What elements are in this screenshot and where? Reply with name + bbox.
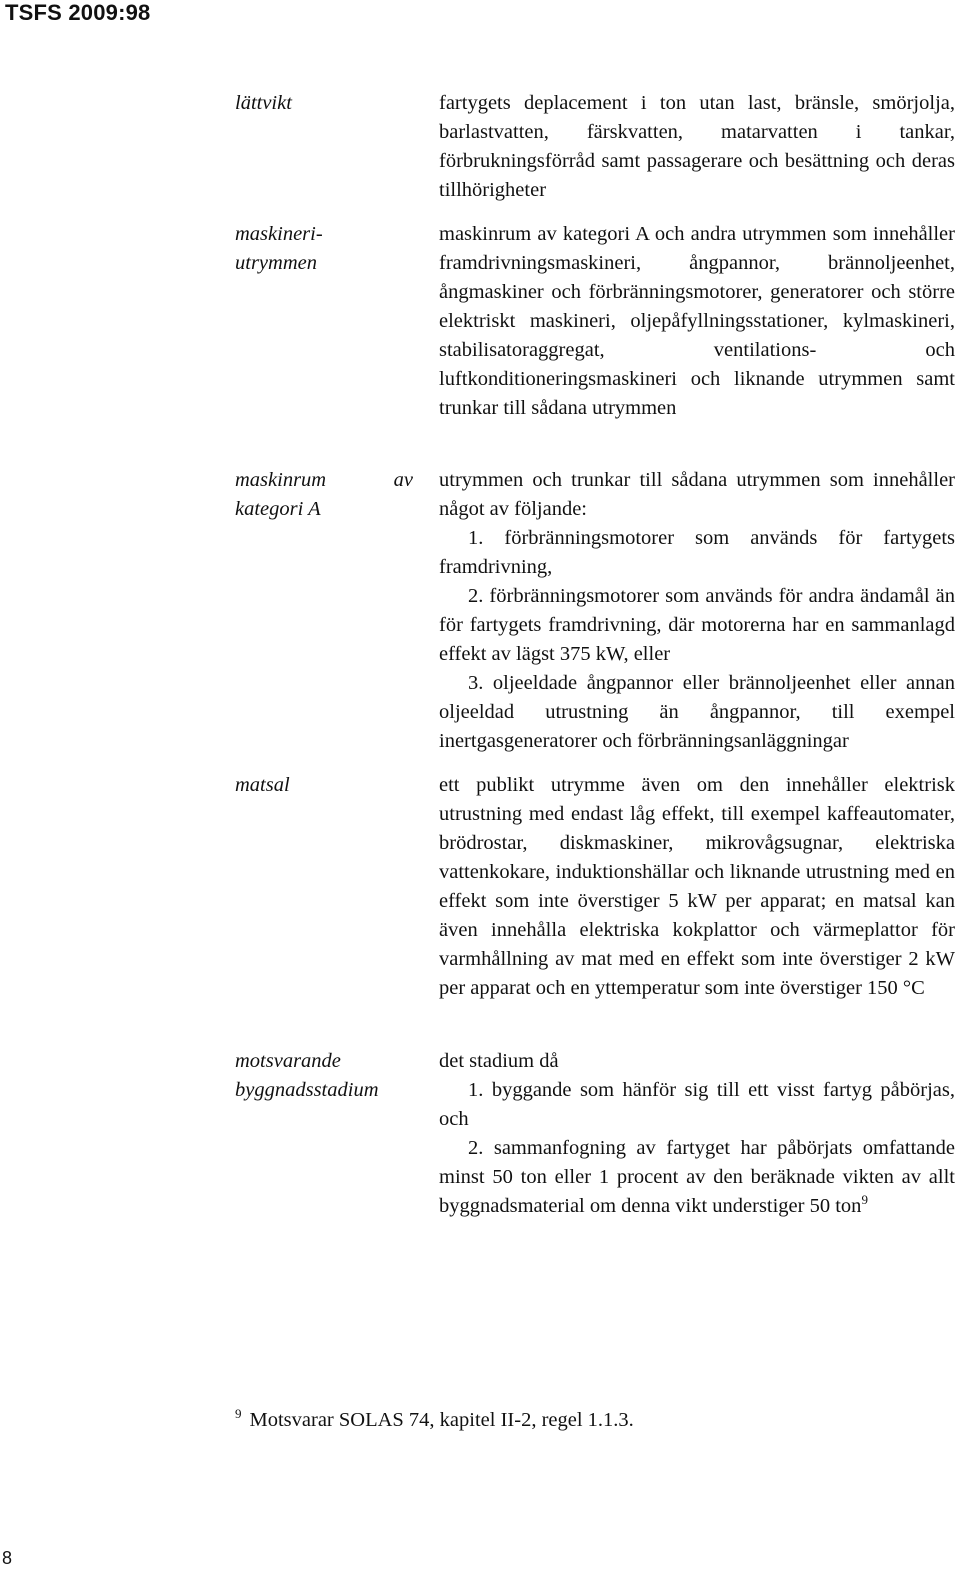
definition bbox=[439, 1047, 955, 1221]
term-line: byggnadsstadium bbox=[235, 1079, 379, 1101]
term-line: maskineri- bbox=[235, 223, 323, 245]
page-number: 8 bbox=[2, 1548, 13, 1568]
footnote bbox=[235, 1406, 955, 1435]
definition-list-item: 2. förbränningsmotorer som används för andra ändamål än för fartygets framdrivning, där motorerna har en sammanlagd effekt av lägst 375 kW, eller bbox=[439, 585, 955, 665]
definition-list-item: 1. byggande som hänför sig till ett visst fartyg påbörjas, och bbox=[439, 1079, 955, 1130]
term bbox=[235, 771, 413, 800]
footnote-number: 9 bbox=[235, 1406, 242, 1422]
term-line: utrymmen bbox=[235, 252, 317, 274]
term bbox=[235, 1047, 413, 1105]
definition-intro: det stadium då bbox=[439, 1050, 559, 1072]
term-line: lättvikt bbox=[235, 92, 292, 114]
term-word: maskinrum bbox=[235, 469, 327, 491]
footnote-text: Motsvarar SOLAS 74, kapitel II-2, regel 1.1.3. bbox=[249, 1409, 634, 1431]
term-line bbox=[235, 466, 413, 495]
definition-list-item: 3. oljeeldade ångpannor eller brännoljeenhet eller annan oljeeldad utrustning än ångpannor, till exempel inertgasgeneratorer och förbränningsanläggningar bbox=[439, 672, 955, 752]
definition-intro: utrymmen och trunkar till sådana utrymmen som innehåller något av följande: bbox=[439, 469, 955, 520]
term-line: kategori A bbox=[235, 498, 321, 520]
definition bbox=[439, 89, 955, 205]
definition bbox=[439, 466, 955, 756]
definition-list-item bbox=[439, 1134, 955, 1221]
term-line: matsal bbox=[235, 774, 290, 796]
definition-text: maskinrum av kategori A och andra utrymmen som innehåller framdrivningsmaskineri, ångpannor, brännoljeenhet, ångmaskiner och förbränningsmotorer, generatorer och större elektriskt maskineri, oljepåfyllningsstationer, kylmaskineri, stabilisatoraggregat, ventilations- och luftkonditioneringsmaskineri och liknande utrymmen samt trunkar till sådana utrymmen bbox=[439, 223, 955, 419]
footnote-reference[interactable]: 9 bbox=[861, 1192, 868, 1208]
definition-list-item-text: 2. sammanfogning av fartyget har påbörjats omfattande minst 50 ton eller 1 procent av den beräknade vikten av allt byggnadsmaterial om denna vikt understiger 50 ton bbox=[439, 1137, 955, 1217]
definition-list-item: 1. förbränningsmotorer som används för fartygets framdrivning, bbox=[439, 527, 955, 578]
definition-text: fartygets deplacement i ton utan last, bränsle, smörjolja, barlastvatten, färskvatten, matarvatten i tankar, förbrukningsförråd samt passagerare och besättning och deras tillhörigheter bbox=[439, 92, 955, 201]
term-word: av bbox=[393, 469, 413, 491]
term-line: motsvarande bbox=[235, 1050, 341, 1072]
term bbox=[235, 89, 413, 118]
definition-text: ett publikt utrymme även om den innehåller elektrisk utrustning med endast låg effekt, till exempel kaffeautomater, brödrostar, diskmaskiner, mikrovågsugnar, elektriska vattenkokare, induktionshällar och liknande utrustning med en effekt som inte överstiger 5 kW per apparat; en matsal kan även innehålla elektriska kokplattor och värmeplattor för varmhållning av mat med en effekt som inte överstiger 2 kW per apparat och en yttemperatur som inte överstiger 150 °C bbox=[439, 774, 955, 999]
term bbox=[235, 220, 413, 278]
definition bbox=[439, 771, 955, 1003]
document-id: TSFS 2009:98 bbox=[5, 0, 151, 25]
definition bbox=[439, 220, 955, 423]
term bbox=[235, 466, 413, 524]
